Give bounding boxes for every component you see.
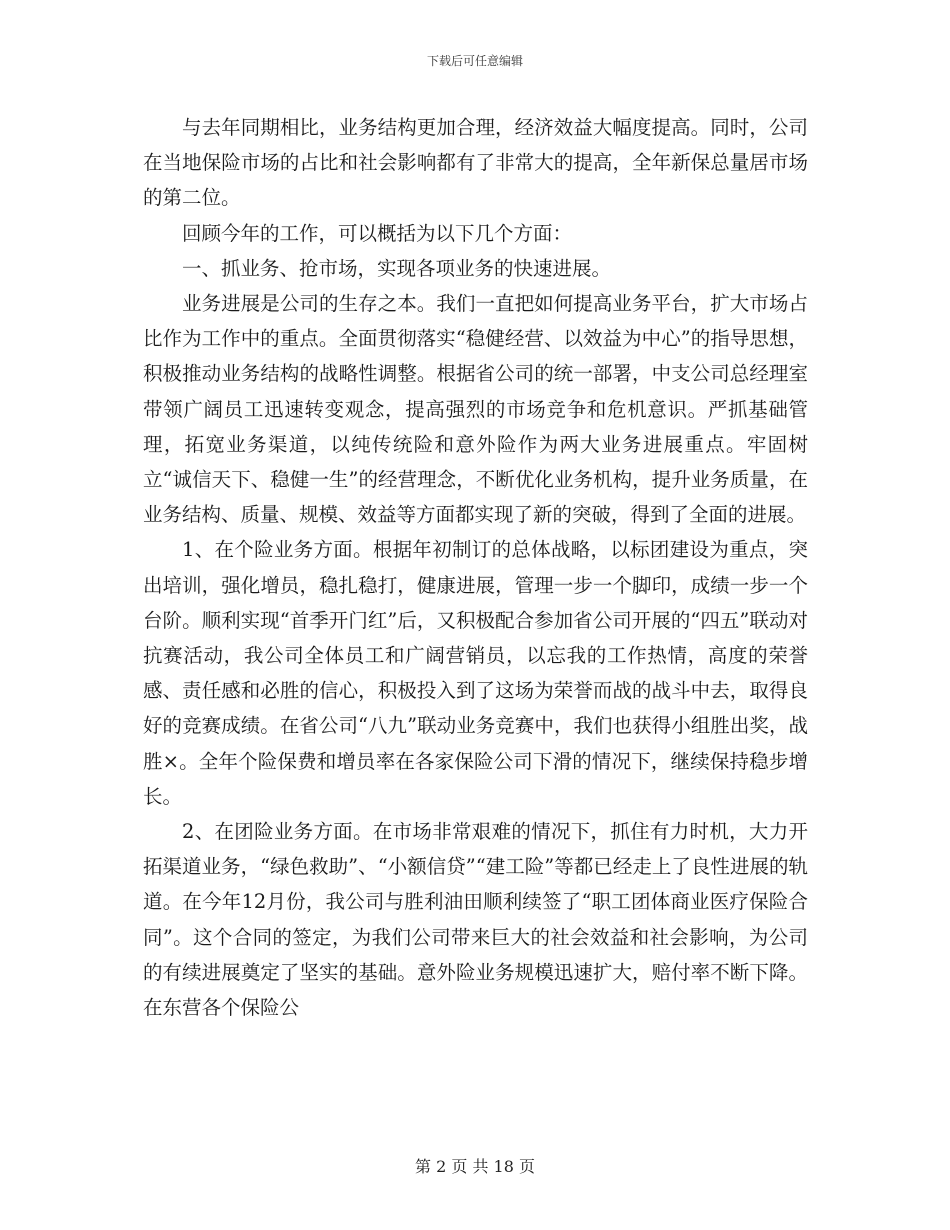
page-footer: 第 2 页 共 18 页 bbox=[415, 1157, 535, 1176]
paragraph-4: 1、在个险业务方面。根据年初制订的总体战略，以标团建设为重点，突出培训，强化增员，稳扎稳打，健康进展，管理一步一个脚印，成绩一步一个台阶。顺利实现“首季开门红”后，又积极配合参加省公司开展的“四五”联动对抗赛活动，我公司全体员工和广阔营销员，以忘我的工作热情，高度的荣誉感、责任感和必胜的信心，积极投入到了这场为荣誉而战的战斗中去，取得良好的竞赛成绩。在省公司“八九”联动业务竞赛中，我们也获得小组胜出奖，战胜×。全年个险保费和增员率在各家保险公司下滑的情况下，继续保持稳步增长。 bbox=[143, 538, 808, 808]
paragraph-3: 业务进展是公司的生存之本。我们一直把如何提高业务平台，扩大市场占比作为工作中的重点。全面贯彻落实“稳健经营、以效益为中心”的指导思想，积极推动业务结构的战略性调整。根据省公司的统一部署，中支公司总经理室带领广阔员工迅速转变观念，提高强烈的市场竞争和危机意识。严抓基础管理，拓宽业务渠道，以纯传统险和意外险作为两大业务进展重点。牢固树立“诚信天下、稳健一生”的经营理念，不断优化业务机构，提升业务质量，在业务结构、质量、规模、效益等方面都实现了新的突破，得到了全面的进展。 bbox=[143, 292, 808, 527]
paragraph-5: 2、在团险业务方面。在市场非常艰难的情况下，抓住有力时机，大力开拓渠道业务，“绿色救助”、“小额信贷”“建工险”等都已经走上了良性进展的轨道。在今年12月份，我公司与胜利油田顺利续签了“职工团体商业医疗保险合同”。这个合同的签定，为我们公司带来巨大的社会效益和社会影响，为公司的有续进展奠定了坚实的基础。意外险业务规模迅速扩大，赔付率不断下降。在东营各个保险公 bbox=[143, 820, 808, 1020]
section-heading: 一、抓业务、抢市场，实现各项业务的快速进展。 bbox=[182, 256, 612, 280]
paragraph-1: 与去年同期相比，业务结构更加合理，经济效益大幅度提高。同时，公司在当地保险市场的占比和社会影响都有了非常大的提高，全年新保总量居市场的第二位。 bbox=[143, 116, 808, 210]
paragraph-2: 回顾今年的工作，可以概括为以下几个方面： bbox=[182, 221, 573, 245]
document-body bbox=[143, 110, 808, 1025]
page-header: 下载后可任意编辑 bbox=[426, 54, 523, 68]
